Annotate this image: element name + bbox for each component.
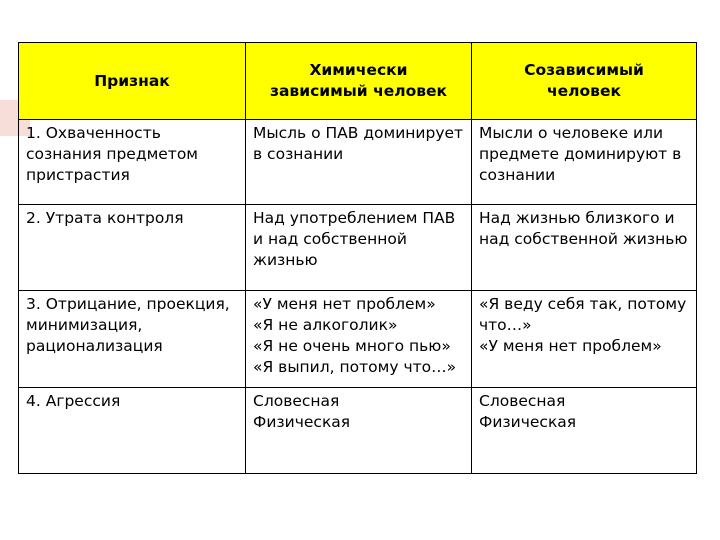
header-codependent: Созависимый человек: [472, 43, 697, 120]
table-header-row: [19, 43, 697, 120]
table-cell: Словесная Физическая: [472, 388, 697, 474]
table-cell: Мысль о ПАВ доминирует в сознании: [246, 120, 472, 205]
table-cell: «У меня нет проблем» «Я не алкоголик» «Я не очень много пью» «Я выпил, потому что…»: [246, 291, 472, 388]
table-cell: Мысли о человеке или предмете доминируют в сознании: [472, 120, 697, 205]
table-row: [19, 205, 697, 291]
header-chemically-dependent: Химически зависимый человек: [246, 43, 472, 120]
table-cell: «Я веду себя так, потому что…» «У меня нет проблем»: [472, 291, 697, 388]
comparison-table: [18, 42, 697, 474]
table-cell: Словесная Физическая: [246, 388, 472, 474]
table-cell: Над жизнью близкого и над собственной жизнью: [472, 205, 697, 291]
table-row: [19, 291, 697, 388]
table-row: [19, 120, 697, 205]
table-cell: 2. Утрата контроля: [19, 205, 246, 291]
table-cell: 1. Охваченность сознания предметом пристрастия: [19, 120, 246, 205]
table-cell: Над употреблением ПАВ и над собственной жизнью: [246, 205, 472, 291]
table-row: [19, 388, 697, 474]
table-cell: 4. Агрессия: [19, 388, 246, 474]
header-attribute: Признак: [19, 43, 246, 120]
table-cell: 3. Отрицание, проекция, минимизация, рационализация: [19, 291, 246, 388]
